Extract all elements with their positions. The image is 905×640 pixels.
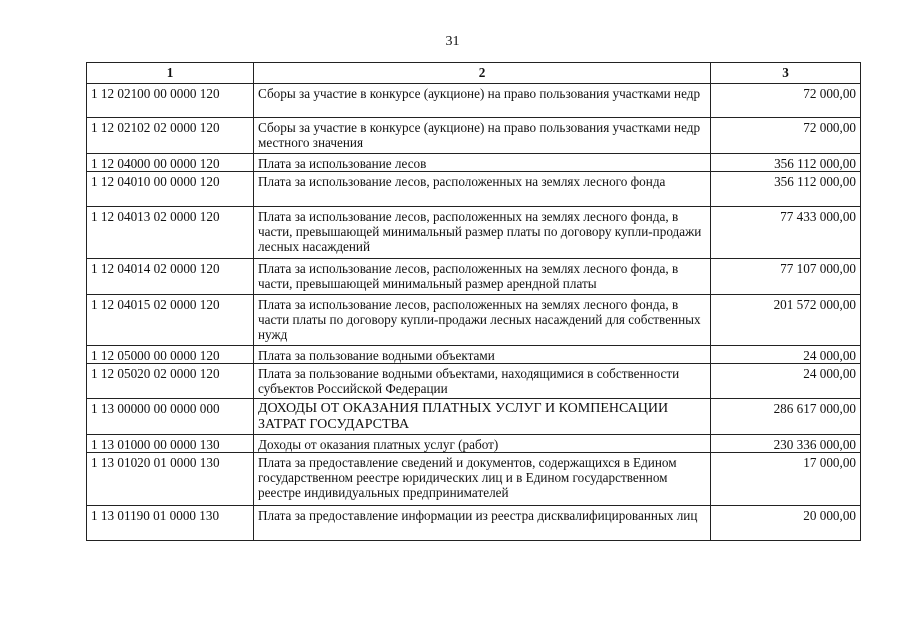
- budget-code: 1 12 04013 02 0000 120: [87, 207, 254, 259]
- table-row: [87, 84, 861, 118]
- table-row: [87, 118, 861, 154]
- revenue-name: Плата за использование лесов, расположенных на землях лесного фонда, в части платы по договору купли-продажи лесных насаждений для собственных нужд: [254, 295, 711, 346]
- table-row: [87, 506, 861, 541]
- budget-code: 1 12 05020 02 0000 120: [87, 364, 254, 399]
- table-row: [87, 399, 861, 435]
- amount: 72 000,00: [711, 84, 861, 118]
- revenue-name: Плата за использование лесов: [254, 154, 711, 172]
- amount: 20 000,00: [711, 506, 861, 541]
- budget-code: 1 12 04000 00 0000 120: [87, 154, 254, 172]
- amount: 24 000,00: [711, 364, 861, 399]
- budget-code: 1 13 00000 00 0000 000: [87, 399, 254, 435]
- amount: 72 000,00: [711, 118, 861, 154]
- budget-code: 1 12 05000 00 0000 120: [87, 346, 254, 364]
- table-row: [87, 435, 861, 453]
- amount: 230 336 000,00: [711, 435, 861, 453]
- revenue-name: Плата за использование лесов, расположенных на землях лесного фонда, в части, превышающей минимальный размер платы по договору купли-продажи лесных насаждений: [254, 207, 711, 259]
- budget-code: 1 12 04014 02 0000 120: [87, 259, 254, 295]
- table-row: [87, 364, 861, 399]
- table-row: [87, 259, 861, 295]
- budget-code: 1 12 02102 02 0000 120: [87, 118, 254, 154]
- amount: 286 617 000,00: [711, 399, 861, 435]
- amount: 201 572 000,00: [711, 295, 861, 346]
- amount: 17 000,00: [711, 453, 861, 506]
- budget-code: 1 12 04015 02 0000 120: [87, 295, 254, 346]
- revenue-name: Плата за пользование водными объектами, находящимися в собственности субъектов Российской Федерации: [254, 364, 711, 399]
- revenue-name: Сборы за участие в конкурсе (аукционе) на право пользования участками недр: [254, 84, 711, 118]
- table-header-row: [87, 63, 861, 84]
- column-header-3: 3: [711, 63, 861, 84]
- budget-code: 1 12 04010 00 0000 120: [87, 172, 254, 207]
- amount: 77 433 000,00: [711, 207, 861, 259]
- table-row: [87, 207, 861, 259]
- revenue-name: Плата за предоставление сведений и документов, содержащихся в Едином государственном реестре юридических лиц и в Едином государственном реестре индивидуальных предпринимателей: [254, 453, 711, 506]
- column-header-1: 1: [87, 63, 254, 84]
- amount: 356 112 000,00: [711, 172, 861, 207]
- revenue-name: Доходы от оказания платных услуг (работ): [254, 435, 711, 453]
- revenue-name: Плата за предоставление информации из реестра дисквалифицированных лиц: [254, 506, 711, 541]
- table-row: [87, 453, 861, 506]
- budget-code: 1 13 01020 01 0000 130: [87, 453, 254, 506]
- budget-code: 1 12 02100 00 0000 120: [87, 84, 254, 118]
- amount: 356 112 000,00: [711, 154, 861, 172]
- table-row: [87, 172, 861, 207]
- table-row: [87, 295, 861, 346]
- column-header-2: 2: [254, 63, 711, 84]
- amount: 77 107 000,00: [711, 259, 861, 295]
- budget-code: 1 13 01000 00 0000 130: [87, 435, 254, 453]
- revenue-name: Плата за использование лесов, расположенных на землях лесного фонда, в части, превышающей минимальный размер арендной платы: [254, 259, 711, 295]
- budget-code: 1 13 01190 01 0000 130: [87, 506, 254, 541]
- revenue-name: Плата за пользование водными объектами: [254, 346, 711, 364]
- amount: 24 000,00: [711, 346, 861, 364]
- table-row: [87, 154, 861, 172]
- revenue-name: Сборы за участие в конкурсе (аукционе) на право пользования участками недр местного значения: [254, 118, 711, 154]
- revenue-name: ДОХОДЫ ОТ ОКАЗАНИЯ ПЛАТНЫХ УСЛУГ И КОМПЕНСАЦИИ ЗАТРАТ ГОСУДАРСТВА: [254, 399, 711, 435]
- revenue-name: Плата за использование лесов, расположенных на землях лесного фонда: [254, 172, 711, 207]
- page-number: 31: [445, 34, 460, 49]
- table-row: [87, 346, 861, 364]
- revenue-table: [86, 62, 861, 541]
